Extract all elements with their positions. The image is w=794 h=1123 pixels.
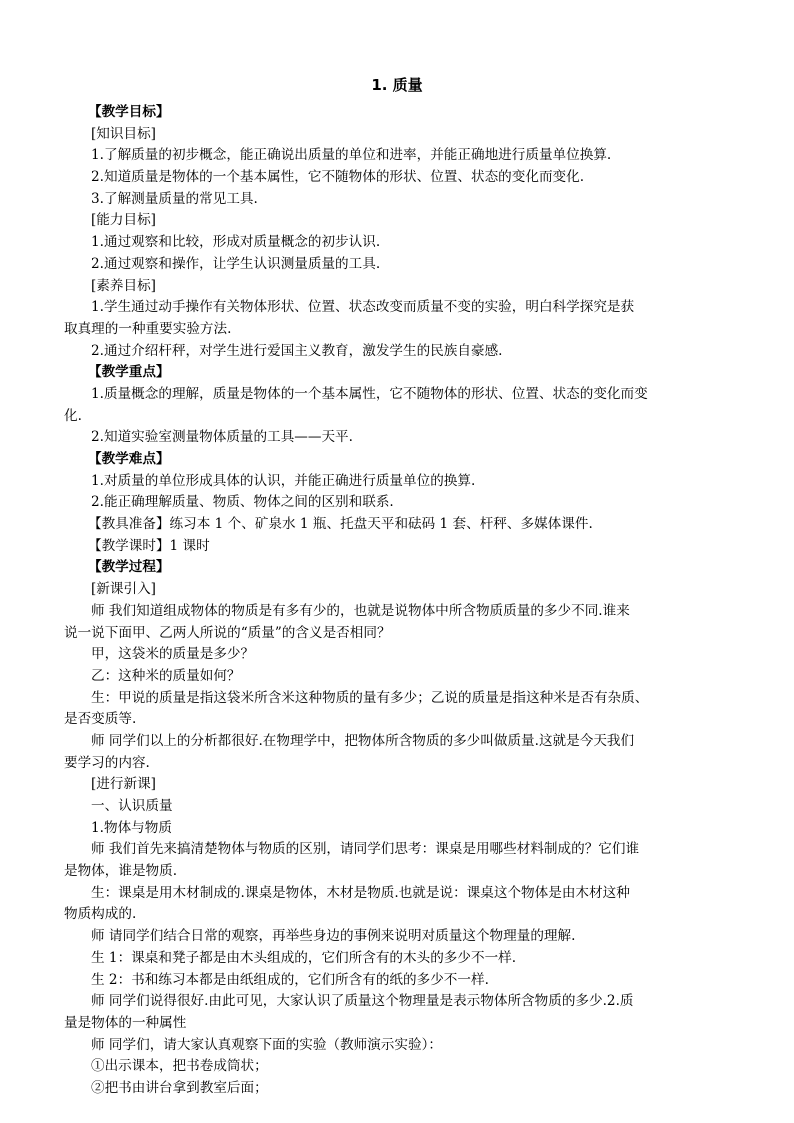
section-heading-key-points: 【教学重点】	[88, 364, 170, 381]
section-heading-difficulties: 【教学难点】	[88, 451, 170, 467]
paragraph-line: 取真理的一种重要实验方法.	[64, 320, 232, 337]
paragraph-line: 2.能正确理解质量、物质、物体之间的区别和联系.	[91, 494, 394, 511]
section-heading-objectives: 【教学目标】	[88, 104, 170, 120]
paragraph-line: 师 同学们说得很好.由此可见，大家认识了质量这个物理量是表示物体所含物质的多少.2.质	[91, 993, 634, 1010]
paragraph-line: 一、认识质量	[91, 798, 173, 814]
paragraph-line: 1.通过观察和比较，形成对质量概念的初步认识.	[91, 234, 381, 251]
paragraph-line: 1.对质量的单位形成具体的认识，并能正确进行质量单位的换算.	[91, 472, 476, 489]
paragraph-line: 师 请同学们结合日常的观察，再举些身边的事例来说明对质量这个物理量的理解.	[91, 928, 576, 945]
document-body	[64, 102, 740, 1100]
paragraph-line: 3.了解测量质量的常见工具.	[91, 190, 258, 207]
section-heading-process: 【教学过程】	[88, 559, 170, 576]
paragraph-line: 化.	[64, 407, 82, 424]
paragraph-line: 2.通过观察和操作，让学生认识测量质量的工具.	[91, 255, 381, 272]
paragraph-line: 生：课桌是用木材制成的.课桌是物体，木材是物质.也就是说：课桌这个物体是由木材这种	[91, 884, 630, 901]
paragraph-line: 师 我们知道组成物体的物质是有多有少的，也就是说物体中所含物质质量的多少不同.谁来	[91, 602, 630, 619]
paragraph-line: 2.知道质量是物体的一个基本属性，它不随物体的形状、位置、状态的变化而变化.	[91, 169, 585, 186]
paragraph-line: ①出示课本，把书卷成筒状；	[91, 1058, 268, 1075]
paragraph-line: 师 同学们以上的分析都很好.在物理学中，把物体所含物质的多少叫做质量.这就是今天我们	[91, 732, 635, 749]
subheading-ability: [能力目标]	[91, 212, 156, 229]
paragraph-line: 乙：这种米的质量如何？	[91, 667, 241, 684]
paragraph-line: 2.通过介绍杆秤，对学生进行爱国主义教育，激发学生的民族自豪感.	[91, 342, 503, 359]
paragraph-line: 生：甲说的质量是指这袋米所含米这种物质的量有多少；乙说的质量是指这种米是否有杂质、	[91, 689, 649, 706]
paragraph-line: 甲，这袋米的质量是多少？	[91, 646, 255, 663]
subheading-knowledge: [知识目标]	[91, 125, 156, 142]
paragraph-line: 是物体，谁是物质.	[64, 863, 178, 880]
subheading-literacy: [素养目标]	[91, 277, 156, 294]
paragraph-line: 1.了解质量的初步概念，能正确说出质量的单位和进率，并能正确地进行质量单位换算.	[91, 147, 612, 164]
page-title: 1. 质量	[371, 76, 423, 94]
paragraph-line: 1.质量概念的理解，质量是物体的一个基本属性，它不随物体的形状、位置、状态的变化而变	[91, 385, 648, 402]
paragraph-line: 物质构成的.	[64, 906, 137, 923]
subheading-new-lesson: [进行新课]	[91, 776, 156, 793]
paragraph-line: 1.物体与物质	[91, 819, 172, 836]
paragraph-line: 要学习的内容.	[64, 754, 150, 771]
paragraph-line: 师 我们首先来搞清楚物体与物质的区别，请同学们思考：课桌是用哪些材料制成的？它们谁	[91, 841, 640, 858]
paragraph-line: 量是物体的一种属性	[64, 1014, 187, 1031]
paragraph-line: 是否变质等.	[64, 711, 137, 728]
paragraph-line: ②把书由讲台拿到教室后面；	[91, 1079, 268, 1096]
paragraph-line: 师 同学们，请大家认真观察下面的实验（教师演示实验）：	[91, 1036, 442, 1053]
section-class-hours: 【教学课时】1 课时	[88, 537, 210, 554]
paragraph-line: 1.学生通过动手操作有关物体形状、位置、状态改变而质量不变的实验，明白科学探究是获	[91, 299, 635, 316]
paragraph-line: 2.知道实验室测量物体质量的工具——天平.	[91, 429, 353, 446]
paragraph-line: 生 1：课桌和凳子都是由木头组成的，它们所含有的木头的多少不一样.	[91, 949, 517, 966]
paragraph-line: 说一说下面甲、乙两人所说的“质量”的含义是否相同？	[64, 624, 391, 641]
section-teaching-aids: 【教具准备】练习本 1 个、矿泉水 1 瓶、托盘天平和砝码 1 套、杆秤、多媒体课件.	[88, 516, 593, 533]
subheading-introduction: [新课引入]	[91, 581, 156, 598]
paragraph-line: 生 2：书和练习本都是由纸组成的，它们所含有的纸的多少不一样.	[91, 971, 489, 988]
